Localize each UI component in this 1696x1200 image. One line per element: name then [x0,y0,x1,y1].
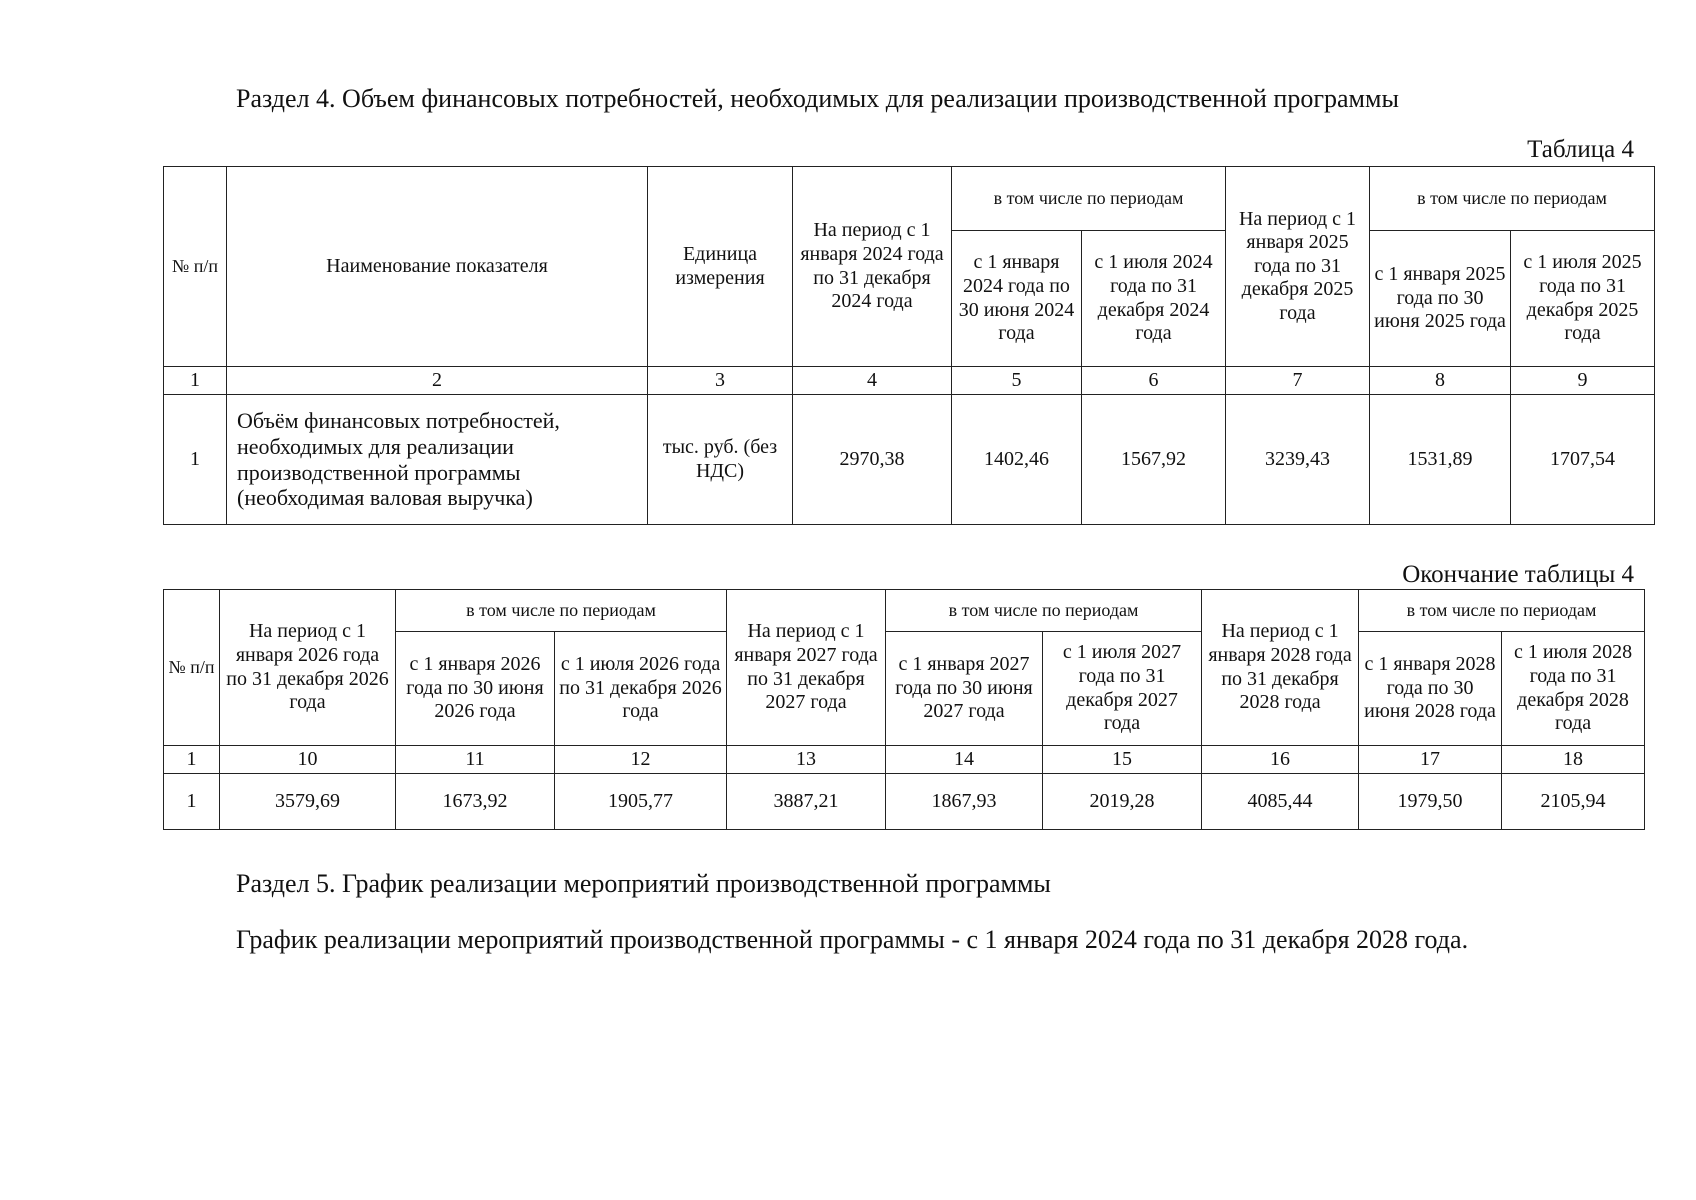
column-number: 1 [164,367,227,395]
header-h1-2024: с 1 января 2024 года по 30 июня 2024 года [952,231,1082,367]
value-h2-2028: 2105,94 [1502,774,1645,830]
header-period-2027: На период с 1 января 2027 года по 31 декабря 2027 года [727,590,886,746]
column-number: 14 [886,746,1043,774]
header-h2-2025: с 1 июля 2025 года по 31 декабря 2025 года [1511,231,1655,367]
value-h2-2025: 1707,54 [1511,395,1655,525]
table4-continuation-label: Окончание таблицы 4 [1402,561,1634,588]
header-subperiods-2027: в том числе по периодам [886,590,1202,632]
value-h2-2024: 1567,92 [1082,395,1226,525]
section4-title: Раздел 4. Объем финансовых потребностей, необходимых для реализации производственной программы [236,84,1399,113]
column-number: 11 [396,746,555,774]
value-h1-2025: 1531,89 [1370,395,1511,525]
value-h1-2024: 1402,46 [952,395,1082,525]
financial-needs-table-2024-2025 [163,166,1655,525]
header-period-2028: На период с 1 января 2028 года по 31 декабря 2028 года [1202,590,1359,746]
table-row [164,774,1645,830]
row-num: 1 [164,395,227,525]
header-num: № п/п [164,167,227,367]
header-h1-2026: с 1 января 2026 года по 30 июня 2026 года [396,632,555,746]
value-h2-2027: 2019,28 [1043,774,1202,830]
value-period-2026: 3579,69 [220,774,396,830]
column-number: 16 [1202,746,1359,774]
column-number: 10 [220,746,396,774]
header-h2-2028: с 1 июля 2028 года по 31 декабря 2028 года [1502,632,1645,746]
table4-label: Таблица 4 [1527,136,1634,163]
column-number: 12 [555,746,727,774]
column-number: 13 [727,746,886,774]
header-indicator-name: Наименование показателя [227,167,648,367]
column-number: 9 [1511,367,1655,395]
column-number: 1 [164,746,220,774]
value-period-2024: 2970,38 [793,395,952,525]
column-number: 3 [648,367,793,395]
column-number: 4 [793,367,952,395]
header-h2-2024: с 1 июля 2024 года по 31 декабря 2024 года [1082,231,1226,367]
value-h1-2027: 1867,93 [886,774,1043,830]
header-period-2025: На период с 1 января 2025 года по 31 декабря 2025 года [1226,167,1370,367]
header-h2-2027: с 1 июля 2027 года по 31 декабря 2027 года [1043,632,1202,746]
value-h1-2026: 1673,92 [396,774,555,830]
column-number: 7 [1226,367,1370,395]
row-indicator-name: Объём финансовых потребностей, необходимых для реализации производственной программы (необходимая валовая выручка) [227,395,648,525]
column-number: 6 [1082,367,1226,395]
header-num: № п/п [164,590,220,746]
header-period-2024: На период с 1 января 2024 года по 31 декабря 2024 года [793,167,952,367]
row-num: 1 [164,774,220,830]
column-number: 8 [1370,367,1511,395]
column-number: 18 [1502,746,1645,774]
header-h1-2025: с 1 января 2025 года по 30 июня 2025 года [1370,231,1511,367]
header-subperiods-2024: в том числе по периодам [952,167,1226,231]
value-h2-2026: 1905,77 [555,774,727,830]
table-row [164,395,1655,525]
row-unit: тыс. руб. (без НДС) [648,395,793,525]
header-period-2026: На период с 1 января 2026 года по 31 декабря 2026 года [220,590,396,746]
section5-schedule-text: График реализации мероприятий производственной программы - с 1 января 2024 года по 31 декабря 2028 года. [236,925,1469,954]
financial-needs-table-2026-2028 [163,589,1645,830]
value-period-2027: 3887,21 [727,774,886,830]
header-h1-2027: с 1 января 2027 года по 30 июня 2027 года [886,632,1043,746]
value-period-2028: 4085,44 [1202,774,1359,830]
header-unit: Единица измерения [648,167,793,367]
column-number: 5 [952,367,1082,395]
header-h1-2028: с 1 января 2028 года по 30 июня 2028 года [1359,632,1502,746]
column-number: 2 [227,367,648,395]
header-subperiods-2028: в том числе по периодам [1359,590,1645,632]
column-number: 17 [1359,746,1502,774]
value-period-2025: 3239,43 [1226,395,1370,525]
header-subperiods-2026: в том числе по периодам [396,590,727,632]
section5-title: Раздел 5. График реализации мероприятий производственной программы [236,869,1051,898]
value-h1-2028: 1979,50 [1359,774,1502,830]
column-number: 15 [1043,746,1202,774]
header-h2-2026: с 1 июля 2026 года по 31 декабря 2026 года [555,632,727,746]
header-subperiods-2025: в том числе по периодам [1370,167,1655,231]
